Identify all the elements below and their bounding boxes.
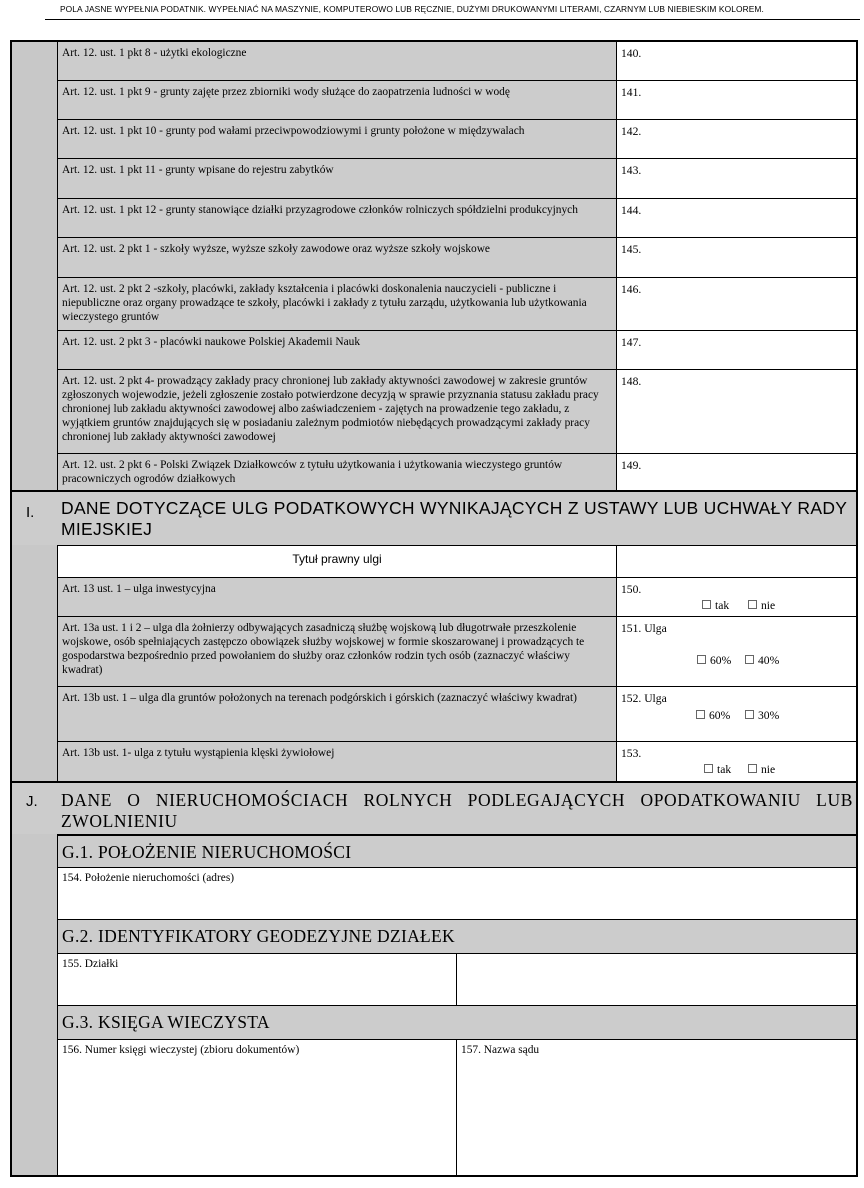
exemption-label-text: Art. 12. ust. 1 pkt 11 - grunty wpisane do rejestru zabytków bbox=[62, 164, 334, 176]
ulga-field-153 bbox=[617, 742, 856, 781]
ulga-field-150 bbox=[617, 578, 856, 617]
exemption-label-141 bbox=[57, 81, 617, 120]
header-rule bbox=[45, 19, 860, 20]
field-number: 153. bbox=[621, 747, 642, 760]
exemption-label-145 bbox=[57, 238, 617, 278]
field-number: 147. bbox=[621, 336, 642, 349]
section-j-title: DANE O NIERUCHOMOŚCIACH ROLNYCH PODLEGAJĄCYCH OPODATKOWANIU LUB ZWOLNIENIU bbox=[61, 790, 853, 831]
g3-title: G.3. KSIĘGA WIECZYSTA bbox=[62, 1012, 270, 1032]
option-nie-153[interactable]: nie bbox=[748, 763, 775, 776]
exemption-field-149[interactable] bbox=[617, 454, 856, 490]
g2-title: G.2. IDENTYFIKATORY GEODEZYJNE DZIAŁEK bbox=[62, 926, 455, 946]
exemption-field-145[interactable] bbox=[617, 238, 856, 278]
checkbox-icon[interactable] bbox=[697, 655, 706, 664]
exemption-label-text: Art. 12. ust. 2 pkt 2 -szkoły, placówki, zakłady kształcenia i placówki doskonalenia nauczycieli - publiczne i niepubliczne oraz organy prowadzące te szkoły, placówki i zakłady z tytułu zarządu, użytkowania lub użytkowania wieczystego gruntów bbox=[62, 283, 587, 323]
ulga-label-150 bbox=[57, 578, 617, 617]
option-60-152[interactable]: 60% bbox=[696, 709, 730, 722]
ulga-column-header-text: Tytuł prawny ulgi bbox=[292, 552, 382, 566]
exemption-label-text: Art. 12. ust. 2 pkt 4- prowadzący zakłady pracy chronionej lub zakłady aktywności zawodowej w zakresie gruntów zgłoszonych wojewodzie, jeżeli zgłoszenie zostało potwierdzone decyzją w sprawie przyznania statusu zakładu pracy chronionej lub zakładu aktywności zawodowej albo zaświadczeniem - zajętych na prowadzenie tego zakładu, z wyjątkiem gruntów znajdujących się w posiadaniu zależnym podmiotów niebędących prowadzącymi zakłady pracy chronionej lub zakłady aktywności zawodowej bbox=[62, 375, 599, 443]
exemption-field-147[interactable] bbox=[617, 331, 856, 370]
field-number: 146. bbox=[621, 283, 642, 296]
field-number: 149. bbox=[621, 459, 642, 472]
exemption-label-text: Art. 12. ust. 2 pkt 3 - placówki naukowe Polskiej Akademii Nauk bbox=[62, 336, 361, 348]
checkbox-icon[interactable] bbox=[745, 710, 754, 719]
field-number: 142. bbox=[621, 125, 642, 138]
checkbox-icon[interactable] bbox=[704, 764, 713, 773]
section-i-header bbox=[12, 490, 856, 545]
exemption-label-144 bbox=[57, 199, 617, 238]
field-155-label: 155. Działki bbox=[62, 958, 119, 970]
exemption-field-148[interactable] bbox=[617, 370, 856, 454]
exemption-field-141[interactable] bbox=[617, 81, 856, 120]
field-number: 140. bbox=[621, 47, 642, 60]
ulga-field-152 bbox=[617, 687, 856, 742]
exemption-label-text: Art. 12. ust. 1 pkt 12 - grunty stanowiące działki przyzagrodowe członków rolniczych spółdzielni produkcyjnych bbox=[62, 204, 578, 216]
field-155-parcels[interactable] bbox=[57, 953, 457, 1006]
option-30-152[interactable]: 30% bbox=[745, 709, 779, 722]
checkbox-icon[interactable] bbox=[748, 600, 757, 609]
section-j-letter: J. bbox=[26, 793, 38, 810]
option-60-151[interactable]: 60% bbox=[697, 654, 731, 667]
option-tak-150[interactable]: tak bbox=[702, 599, 729, 612]
section-i-letter: I. bbox=[26, 504, 35, 521]
exemption-label-text: Art. 12. ust. 2 pkt 6 - Polski Związek Działkowców z tytułu użytkowania i użytkowania wieczystego gruntów pracowniczych ogrodów działkowych bbox=[62, 459, 563, 485]
g1-header bbox=[57, 834, 856, 867]
exemption-label-text: Art. 12. ust. 1 pkt 10 - grunty pod wałami przeciwpowodziowymi i grunty położone w międzywalach bbox=[62, 125, 525, 137]
exemption-field-146[interactable] bbox=[617, 278, 856, 331]
field-155-parcels-extra[interactable] bbox=[457, 953, 856, 1006]
exemption-label-148 bbox=[57, 370, 617, 454]
ulga-label-text: Art. 13a ust. 1 i 2 – ulga dla żołnierzy odbywających zasadniczą służbę wojskową lub długotrwałe przeszkolenie wojskowe, osób spełniających zastępczo obowiązek służby wojskowej w formie skoszarowanej i prowadzących te gospodarstwa bezpośrednio przed powołaniem do służby oraz członków rodzin tych osób (zaznaczyć właściwy kwadrat) bbox=[62, 622, 585, 676]
exemption-label-147 bbox=[57, 331, 617, 370]
exemption-label-142 bbox=[57, 120, 617, 159]
checkbox-icon[interactable] bbox=[702, 600, 711, 609]
tax-form bbox=[10, 40, 858, 1177]
field-154-label: 154. Położenie nieruchomości (adres) bbox=[62, 872, 235, 884]
field-number: 150. bbox=[621, 583, 642, 596]
exemption-label-143 bbox=[57, 159, 617, 199]
exemption-field-143[interactable] bbox=[617, 159, 856, 199]
exemption-field-142[interactable] bbox=[617, 120, 856, 159]
exemption-label-146 bbox=[57, 278, 617, 331]
field-number: 151. Ulga bbox=[621, 622, 667, 635]
option-40-151[interactable]: 40% bbox=[745, 654, 779, 667]
ulga-label-text: Art. 13b ust. 1- ulga z tytułu wystąpienia klęski żywiołowej bbox=[62, 747, 335, 759]
field-156-land-register[interactable] bbox=[57, 1039, 457, 1175]
ulga-field-151 bbox=[617, 617, 856, 687]
exemption-label-149 bbox=[57, 454, 617, 490]
field-number: 141. bbox=[621, 86, 642, 99]
ulga-column-header bbox=[57, 545, 617, 578]
ulga-label-text: Art. 13 ust. 1 – ulga inwestycyjna bbox=[62, 583, 216, 595]
section-j-header bbox=[12, 781, 856, 834]
exemption-label-140 bbox=[57, 42, 617, 81]
exemption-field-140[interactable] bbox=[617, 42, 856, 81]
section-i-title: DANE DOTYCZĄCE ULG PODATKOWYCH WYNIKAJĄCYCH Z USTAWY LUB UCHWAŁY RADY MIEJSKIEJ bbox=[61, 498, 847, 539]
checkbox-icon[interactable] bbox=[748, 764, 757, 773]
ulga-column-header-right bbox=[617, 545, 856, 578]
field-156-label: 156. Numer księgi wieczystej (zbioru dokumentów) bbox=[62, 1044, 300, 1056]
field-number: 152. Ulga bbox=[621, 692, 667, 705]
field-number: 144. bbox=[621, 204, 642, 217]
ulga-label-152 bbox=[57, 687, 617, 742]
header-instruction: POLA JASNE WYPEŁNIA PODATNIK. WYPEŁNIAĆ NA MASZYNIE, KOMPUTEROWO LUB RĘCZNIE, DUŻYMI DRUKOWANYMI LITERAMI, CZARNYM LUB NIEBIESKIM KOLOREM. bbox=[60, 4, 764, 14]
field-154-address[interactable] bbox=[57, 867, 856, 920]
option-tak-153[interactable]: tak bbox=[704, 763, 731, 776]
ulga-label-text: Art. 13b ust. 1 – ulga dla gruntów położonych na terenach podgórskich i górskich (zaznaczyć właściwy kwadrat) bbox=[62, 692, 577, 704]
exemption-field-144[interactable] bbox=[617, 199, 856, 238]
field-157-court-name[interactable] bbox=[457, 1039, 856, 1175]
checkbox-icon[interactable] bbox=[696, 710, 705, 719]
g2-header bbox=[57, 920, 856, 953]
option-nie-150[interactable]: nie bbox=[748, 599, 775, 612]
exemption-label-text: Art. 12. ust. 2 pkt 1 - szkoły wyższe, wyższe szkoły zawodowe oraz wyższe szkoły wojskowe bbox=[62, 243, 490, 255]
field-157-label: 157. Nazwa sądu bbox=[461, 1044, 540, 1056]
exemption-label-text: Art. 12. ust. 1 pkt 8 - użytki ekologiczne bbox=[62, 47, 247, 59]
g3-header bbox=[57, 1006, 856, 1039]
ulga-label-151 bbox=[57, 617, 617, 687]
field-number: 148. bbox=[621, 375, 642, 388]
g1-title: G.1. POŁOŻENIE NIERUCHOMOŚCI bbox=[62, 842, 352, 862]
checkbox-icon[interactable] bbox=[745, 655, 754, 664]
field-number: 143. bbox=[621, 164, 642, 177]
field-number: 145. bbox=[621, 243, 642, 256]
exemption-label-text: Art. 12. ust. 1 pkt 9 - grunty zajęte przez zbiorniki wody służące do zaopatrzenia ludności w wodę bbox=[62, 86, 510, 98]
ulga-label-153 bbox=[57, 742, 617, 781]
